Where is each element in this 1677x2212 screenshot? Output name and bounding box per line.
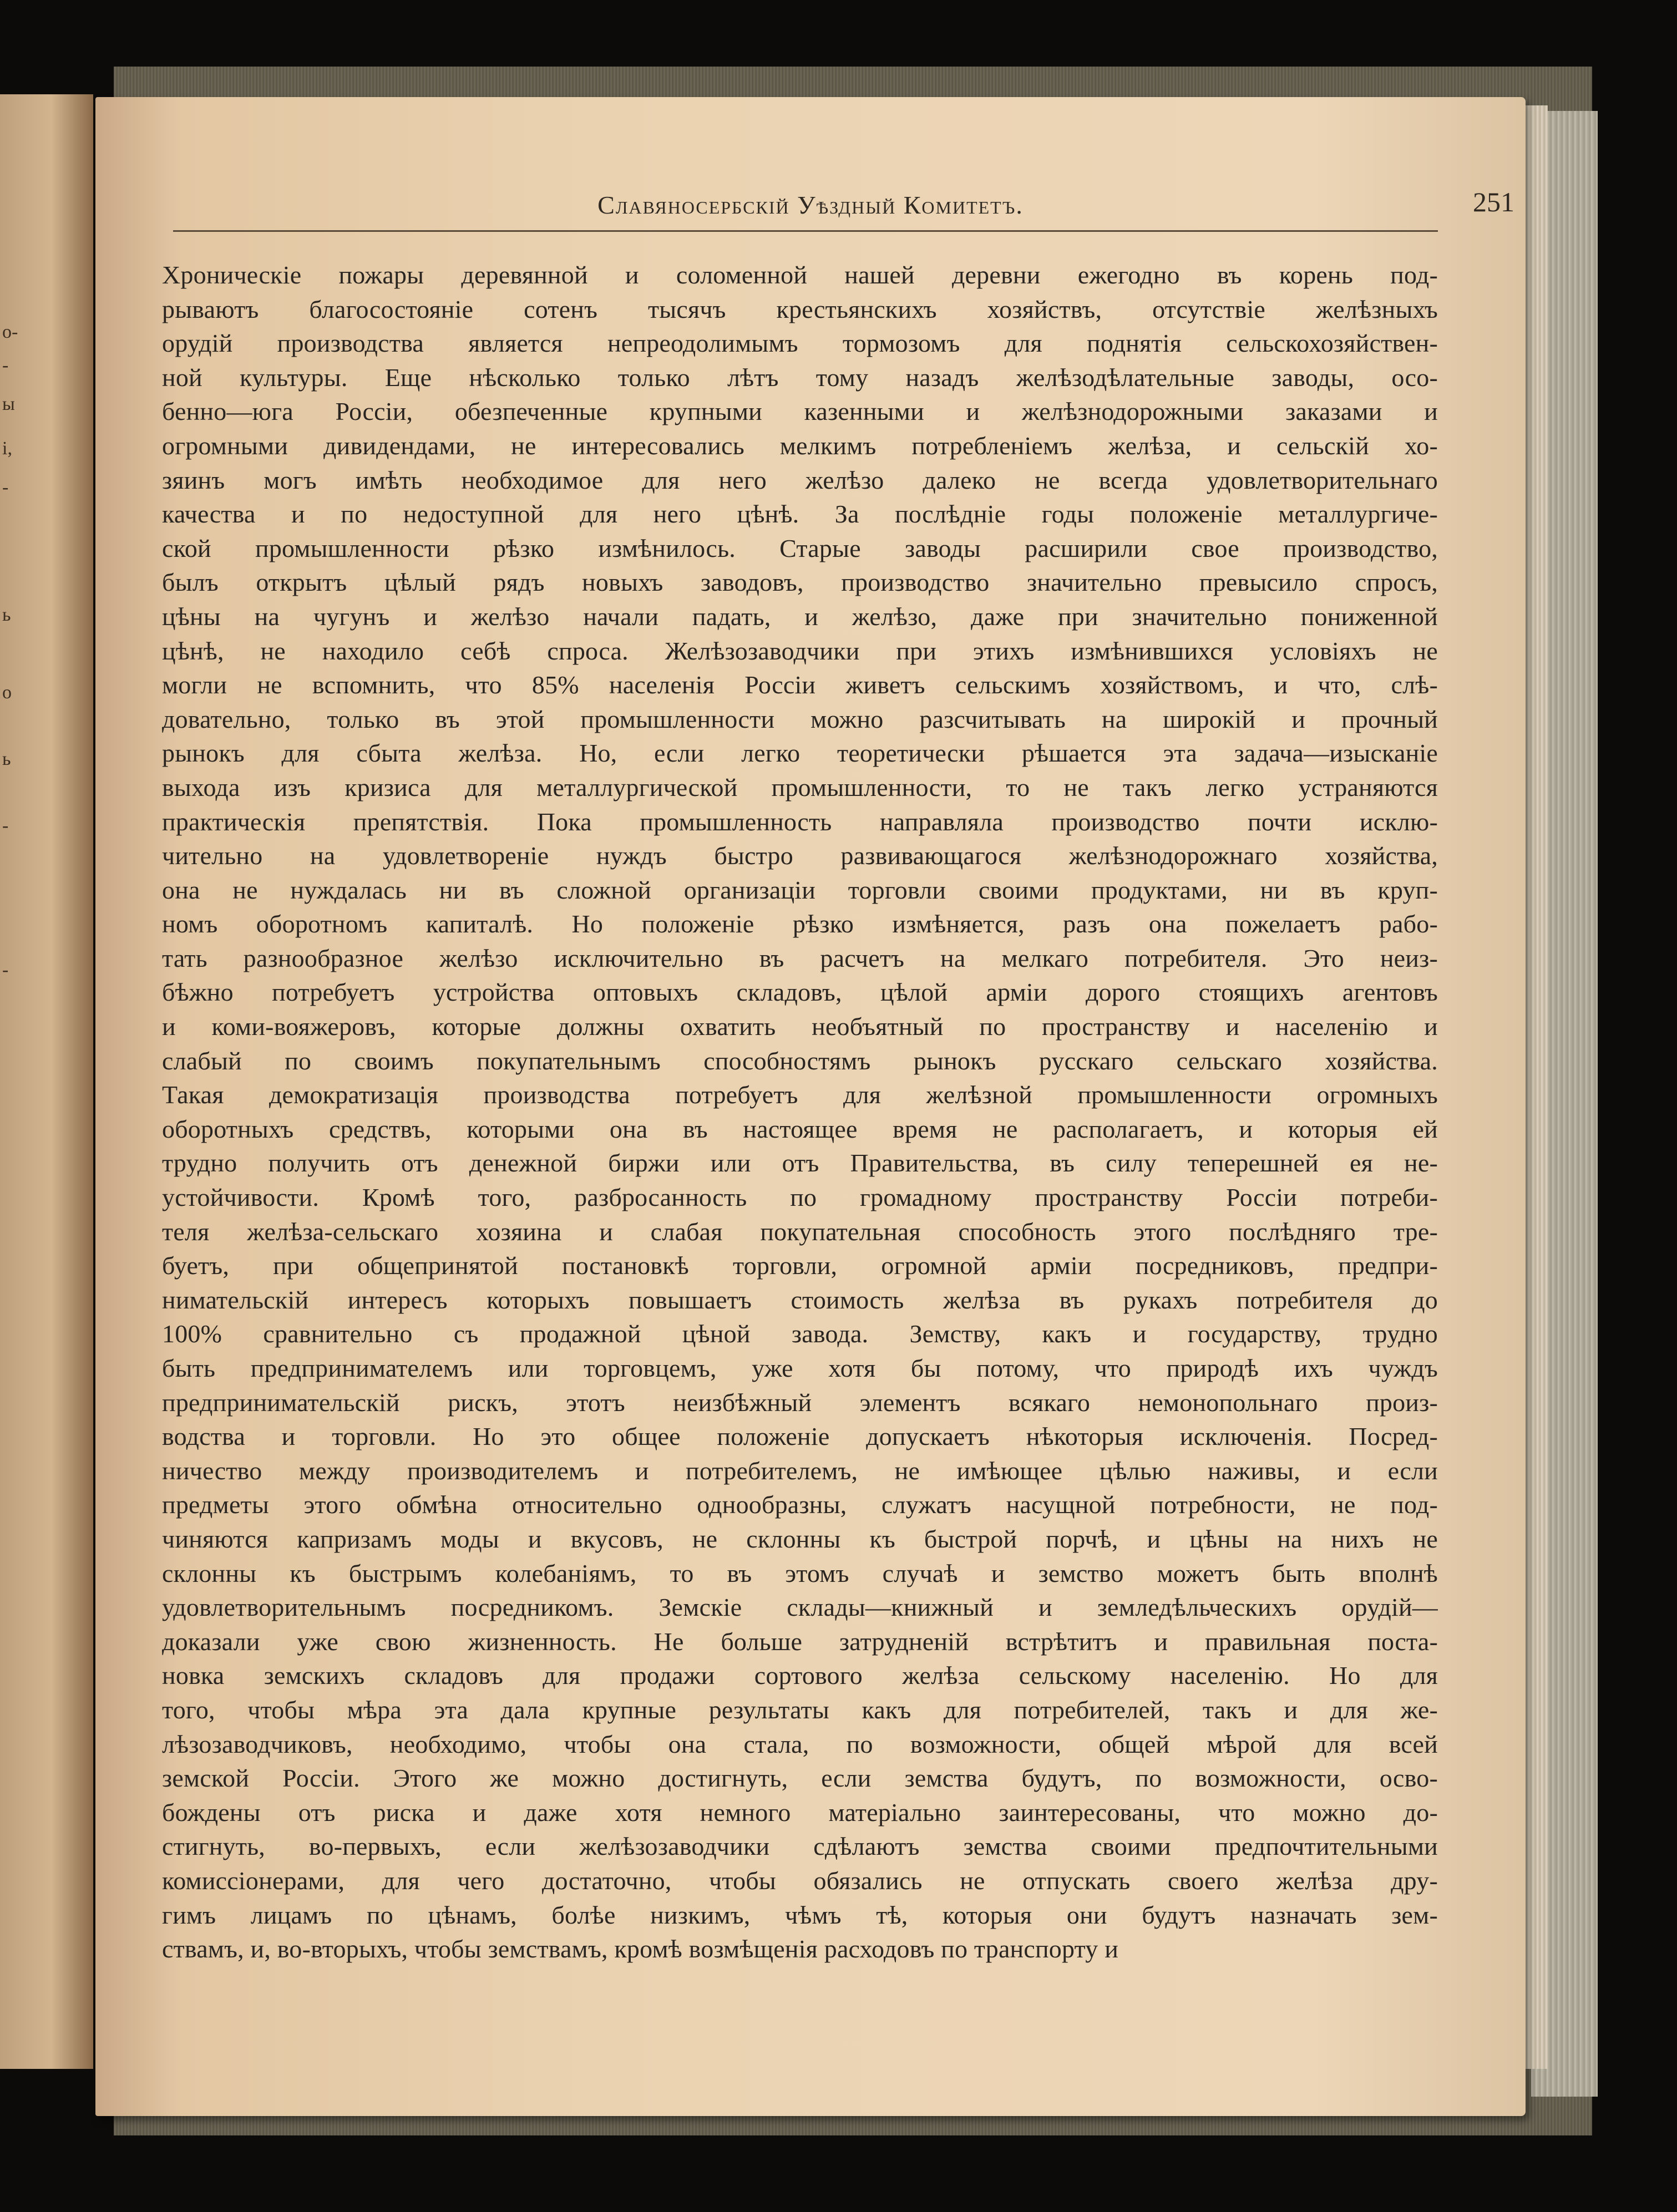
text-line: цѣнѣ, не находило себѣ спроса. Желѣзозаводчики при этихъ измѣнившихся условіяхъ не [162,636,1438,665]
text-line: ской промышленности рѣзко измѣнилось. Старые заводы расширили свое производство, [162,534,1438,562]
text-line: чиняются капризамъ моды и вкусовъ, не склонны къ быстрой порчѣ, и цѣны на нихъ не [162,1524,1438,1553]
text-line: новка земскихъ складовъ для продажи сортового желѣза сельскому населенію. Но для [162,1661,1438,1690]
facing-page-edge [0,94,93,2069]
text-line: и коми-вояжеровъ, которые должны охватить необъятный по пространству и населенію и [162,1012,1438,1041]
text-line: практическія препятствія. Пока промышленность направляла производство почти исклю- [162,807,1438,836]
facing-page-fragment: о [2,682,12,703]
text-line: могли не вспомнить, что 85% населенія Россіи живетъ сельскимъ хозяйствомъ, и что, слѣ- [162,671,1438,699]
text-line: зяинъ могъ имѣть необходимое для него желѣзо далеко не всегда удовлетворительнаго [162,465,1438,494]
text-line: ствамъ, и, во-вторыхъ, чтобы земствамъ, кромѣ возмѣщенія расходовъ по транспорту и [162,1935,1119,1964]
facing-page-text-fragments [0,94,93,2069]
text-line: ничество между производителемъ и потребителемъ, не имѣющее цѣлью наживы, и если [162,1456,1438,1485]
text-line: слабый по своимъ покупательнымъ способностямъ рынокъ русскаго сельскаго хозяйства. [162,1046,1438,1075]
text-line: былъ открытъ цѣлый рядъ новыхъ заводовъ, производство значительно превысило спросъ, [162,568,1438,597]
text-line: стигнуть, во-первыхъ, если желѣзозаводчики сдѣлаютъ земства своими предпочтительными [162,1832,1438,1861]
text-line: теля желѣза-сельскаго хозяина и слабая покупательная способность этого послѣдняго тре- [162,1217,1438,1246]
text-line: она не нуждалась ни въ сложной организаціи торговли своими продуктами, ни въ круп- [162,875,1438,904]
text-line: быть предпринимателемъ или торговцемъ, уже хотя бы потому, что природѣ ихъ чуждъ [162,1354,1438,1382]
running-title: Славяносербскій Уѣздный Комитетъ. [597,191,1024,219]
facing-page-fragment: ь [2,605,11,625]
text-line: нимательскій интересъ которыхъ повышаетъ стоимость желѣза въ рукахъ потребителя до [162,1285,1438,1314]
text-line: качества и по недоступной для него цѣнѣ. За послѣдніе годы положеніе металлургиче- [162,500,1438,529]
text-line: довательно, только въ этой промышленности можно разсчитывать на широкій и прочный [162,704,1438,733]
text-line: удовлетворительнымъ посредникомъ. Земскіе склады—книжный и земледѣльческихъ орудій— [162,1593,1438,1622]
facing-page-fragment: - [2,477,9,498]
text-line: водства и торговли. Но это общее положеніе допускаетъ нѣкоторыя исключенія. Посред- [162,1422,1438,1451]
text-line: предпринимательскій рискъ, этотъ неизбѣжный элементъ всякаго немонопольнаго произ- [162,1388,1438,1417]
text-line: 100% сравнительно съ продажной цѣной завода. Земству, какъ и государству, трудно [162,1320,1438,1348]
facing-page-fragment: - [2,355,9,376]
text-line: бождены отъ риска и даже хотя немного матеріально заинтересованы, что можно до- [162,1798,1438,1827]
text-line: Хроническіе пожары деревянной и соломенной нашей деревни ежегодно въ корень под- [162,261,1438,289]
text-line: комиссіонерами, для чего достаточно, чтобы обязались не отпускать своего желѣза дру- [162,1866,1438,1895]
facing-page-fragment: о- [2,322,18,342]
facing-page-fragment: ы [2,394,15,414]
page-number: 251 [1473,186,1514,217]
facing-page-fragment: ь [2,749,11,769]
facing-page-fragment: і, [2,438,12,459]
facing-page-fragment: - [2,815,9,836]
text-line: трудно получить отъ денежной биржи или отъ Правительства, въ силу теперешней ея не- [162,1149,1438,1178]
text-line: ной культуры. Еще нѣсколько только лѣтъ тому назадъ желѣзодѣлательные заводы, осо- [162,363,1438,392]
text-line: доказали уже свою жизненность. Не больше затрудненій встрѣтитъ и правильная поста- [162,1627,1438,1656]
text-line: земской Россіи. Этого же можно достигнуть, если земства будутъ, по возможности, осво- [162,1764,1438,1793]
text-line: огромными дивидендами, не интересовались мелкимъ потребленіемъ желѣза, и сельскій хо- [162,431,1438,460]
text-line: бенно—юга Россіи, обезпеченные крупными казенными и желѣзнодорожными заказами и [162,397,1438,426]
text-line: предметы этого обмѣна относительно однообразны, служатъ насущной потребности, не под- [162,1490,1438,1519]
facing-page-fragment: - [2,960,9,980]
book-page [95,97,1526,2116]
body-text [162,258,1438,1966]
text-line: Такая демократизація производства потребуетъ для желѣзной промышленности огромныхъ [162,1080,1438,1109]
text-line: бѣжно потребуетъ устройства оптовыхъ складовъ, цѣлой арміи дорого стоящихъ агентовъ [162,978,1438,1007]
text-line: цѣны на чугунъ и желѣзо начали падать, и желѣзо, даже при значительно пониженной [162,602,1438,631]
text-line: чительно на удовлетвореніе нуждъ быстро развивающагося желѣзнодорожнаго хозяйства, [162,841,1438,870]
text-line: рынокъ для сбыта желѣза. Но, если легко теоретически рѣшается эта задача—изысканіе [162,739,1438,768]
text-line: оборотныхъ средствъ, которыми она въ настоящее время не располагаетъ, и которыя ей [162,1114,1438,1143]
text-line: выхода изъ кризиса для металлургической промышленности, то не такъ легко устраняются [162,773,1438,801]
text-line: устойчивости. Кромѣ того, разбросанность по громадному пространству Россіи потреби- [162,1183,1438,1212]
text-line: буетъ, при общепринятой постановкѣ торговли, огромной арміи посредниковъ, предпри- [162,1251,1438,1280]
text-line: склонны къ быстрымъ колебаніямъ, то въ этомъ случаѣ и земство можетъ быть вполнѣ [162,1559,1438,1587]
text-line: гимъ лицамъ по цѣнамъ, болѣе низкимъ, чѣмъ тѣ, которыя они будутъ назначать зем- [162,1900,1438,1929]
text-line: тать разнообразное желѣзо исключительно въ расчетъ на мелкаго потребителя. Это неиз- [162,943,1438,972]
text-line: лѣзозаводчиковъ, необходимо, чтобы она стала, по возможности, общей мѣрой для всей [162,1729,1438,1758]
text-line: номъ оборотномъ капиталѣ. Но положеніе рѣзко измѣняется, разъ она пожелаетъ рабо- [162,910,1438,938]
text-line: того, чтобы мѣра эта дала крупные результаты какъ для потребителей, такъ и для же- [162,1695,1438,1724]
text-line: орудій производства является непреодолимымъ тормозомъ для поднятія сельскохозяйствен- [162,329,1438,358]
text-line: рываютъ благосостояніе сотенъ тысячъ крестьянскихъ хозяйствъ, отсутствіе желѣзныхъ [162,295,1438,323]
